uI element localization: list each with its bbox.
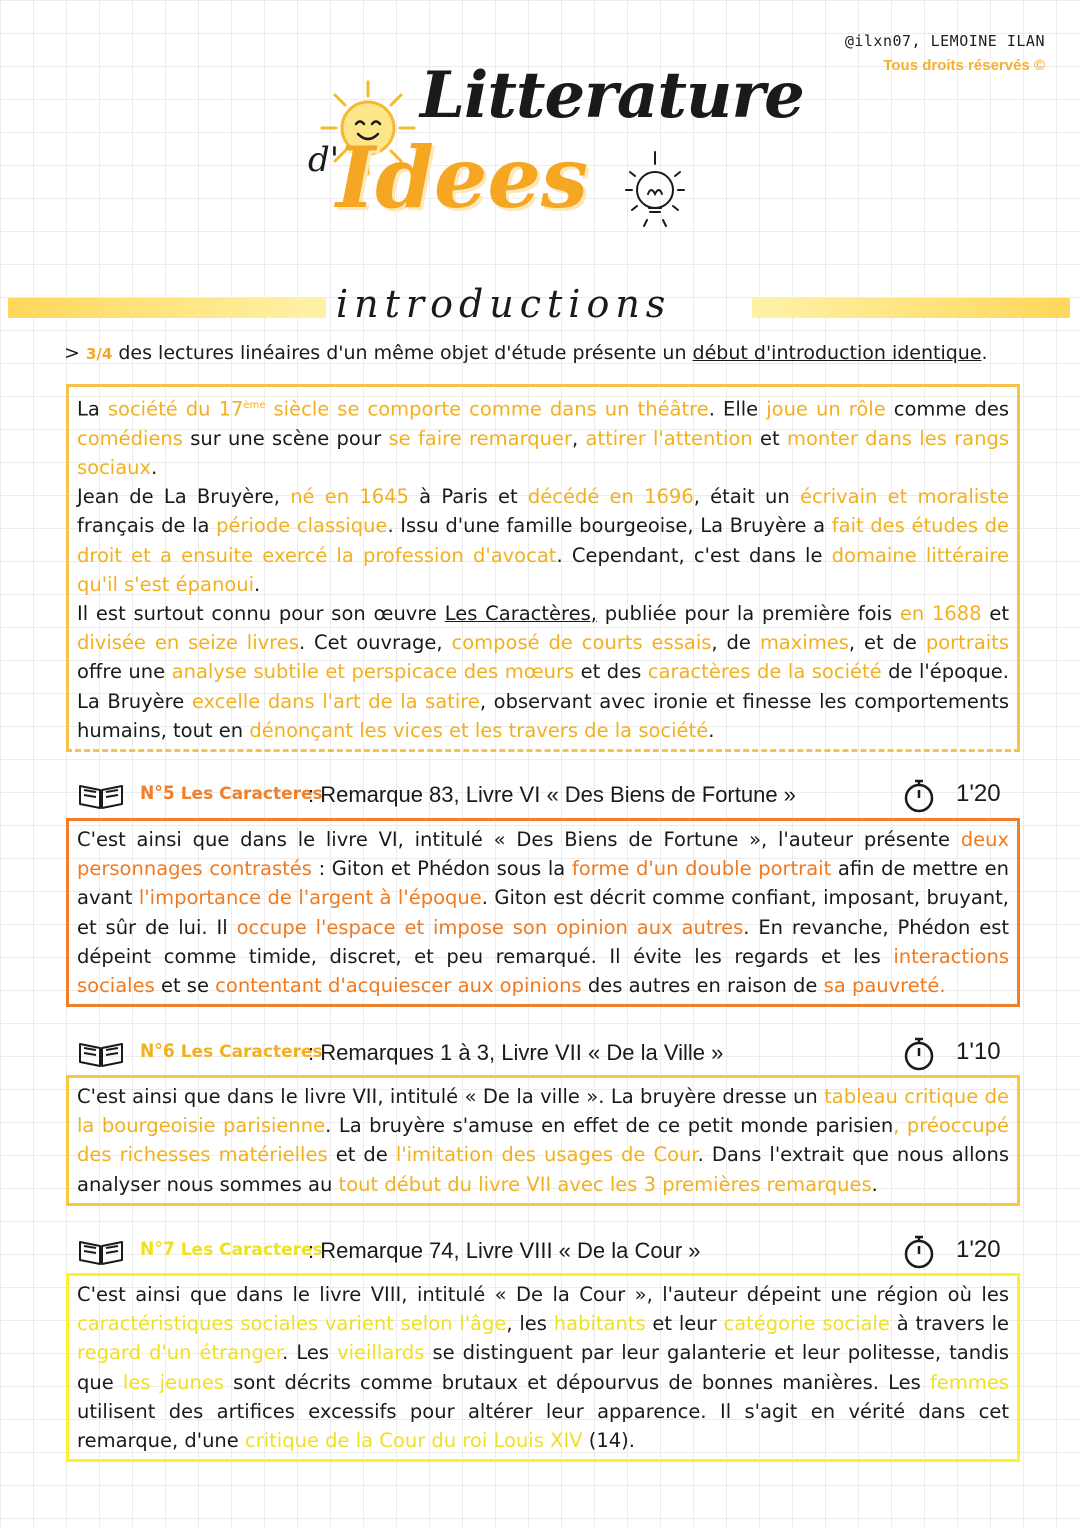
extract-7-header bbox=[76, 1234, 1006, 1268]
extract-5-header bbox=[76, 778, 1006, 812]
fraction: 3/4 bbox=[85, 345, 113, 363]
title-idees: Idees bbox=[336, 128, 589, 227]
open-book-icon bbox=[76, 1036, 126, 1070]
section-band-right bbox=[752, 298, 1070, 318]
extract-5-box: C'est ainsi que dans le livre VI, intitulé « Des Biens de Fortune », l'auteur présente deux personnages contrastés : Giton et Phédon sous la forme d'un double portrait afin de mettre en avant l'importance de l'argent à l'époque. Giton est décrit comme confiant, imposant, bruyant, et sûr de lui. Il occupe l'espace et impose son opinion aux autres. En revanche, Phédon est dépeint comme timide, discret, et peu remarqué. Il évite les regards et les interactions sociales et se contentant d'acquiescer aux opinions des autres en raison de sa pauvreté. bbox=[66, 818, 1020, 1007]
open-book-icon bbox=[76, 1234, 126, 1268]
stopwatch-icon bbox=[902, 1036, 936, 1072]
extract-6-label: N°6 Les Caracteres bbox=[140, 1040, 323, 1062]
stopwatch-icon bbox=[902, 778, 936, 814]
open-book-icon bbox=[76, 778, 126, 812]
intro-paragraph-2: Jean de La Bruyère, né en 1645 à Paris et décédé en 1696, était un écrivain et moraliste français de la période classique. Issu d'une famille bourgeoise, La Bruyère a fait des études de droit et a ensuite exercé la profession d'avocat. Cependant, c'est dans le domaine littéraire qu'il s'est épanoui. bbox=[77, 485, 1010, 596]
arrow-marker: > bbox=[64, 342, 80, 364]
intro-box bbox=[66, 384, 1020, 752]
extract-7-duration: 1'20 bbox=[956, 1236, 1001, 1263]
extract-5-label: N°5 Les Caracteres bbox=[140, 782, 323, 804]
extract-6-box: C'est ainsi que dans le livre VII, intitulé « De la ville ». La bruyère dresse un tableau critique de la bourgeoisie parisienne. La bruyère s'amuse en effet de ce petit monde parisien, préoccupé des richesses matérielles et de l'imitation des usages de Cour. Dans l'extrait que nous allons analyser nous sommes au tout début du livre VII avec les 3 premières remarques. bbox=[66, 1075, 1020, 1206]
extract-6-reference: : Remarques 1 à 3, Livre VII « De la Ville » bbox=[308, 1040, 724, 1065]
extract-7-reference: : Remarque 74, Livre VIII « De la Cour » bbox=[308, 1238, 701, 1263]
section-band-left bbox=[8, 298, 326, 318]
extract-6-duration: 1'10 bbox=[956, 1038, 1001, 1065]
extract-5-reference: : Remarque 83, Livre VI « Des Biens de Fortune » bbox=[308, 782, 796, 807]
extract-5-duration: 1'20 bbox=[956, 780, 1001, 807]
extract-7-box: C'est ainsi que dans le livre VIII, intitulé « De la Cour », l'auteur dépeint une région où les caractéristiques sociales varient selon l'âge, les habitants et leur catégorie sociale à travers le regard d'un étranger. Les vieillards se distinguent par leur galanterie et leur politesse, tandis que les jeunes sont décrits comme brutaux et dépourvus de bonnes manières. Les femmes utilisent des artifices excessifs pour altérer leur apparence. Il s'agit en vérité dans cet remarque, d'une critique de la Cour du roi Louis XIV (14). bbox=[66, 1273, 1020, 1462]
extract-6-header bbox=[76, 1036, 1006, 1070]
stopwatch-icon bbox=[902, 1234, 936, 1270]
rights-notice: Tous droits réservés © bbox=[883, 57, 1045, 74]
author-credit: @ilxn07, LEMOINE ILAN bbox=[844, 32, 1045, 50]
extract-7-label: N°7 Les Caracteres bbox=[140, 1238, 323, 1260]
intro-text: des lectures linéaires d'un même objet d'étude présente un bbox=[112, 342, 693, 364]
lightbulb-icon bbox=[620, 150, 690, 230]
intro-underlined: début d'introduction identique bbox=[692, 342, 982, 364]
intro-note bbox=[64, 340, 1024, 367]
intro-paragraph-1: La société du 17ème siècle se comporte comme dans un théâtre. Elle joue un rôle comme des comédiens sur une scène pour se faire remarquer, attirer l'attention et monter dans les rangs sociaux. bbox=[77, 397, 1010, 479]
section-title: introductions bbox=[336, 282, 672, 326]
title-litterature: Litterature bbox=[420, 58, 804, 133]
intro-end: . bbox=[981, 342, 988, 364]
title-prefix: d' bbox=[308, 140, 340, 180]
intro-paragraph-3: Il est surtout connu pour son œuvre Les Caractères, publiée pour la première fois en 1688 et divisée en seize livres. Cet ouvrage, composé de courts essais, de maximes, et de portraits offre une analyse subtile et perspicace des mœurs et des caractères de la société de l'époque. La Bruyère excelle dans l'art de la satire, observant avec ironie et finesse les comportements humains, tout en dénonçant les vices et les travers de la société. bbox=[77, 601, 1009, 742]
